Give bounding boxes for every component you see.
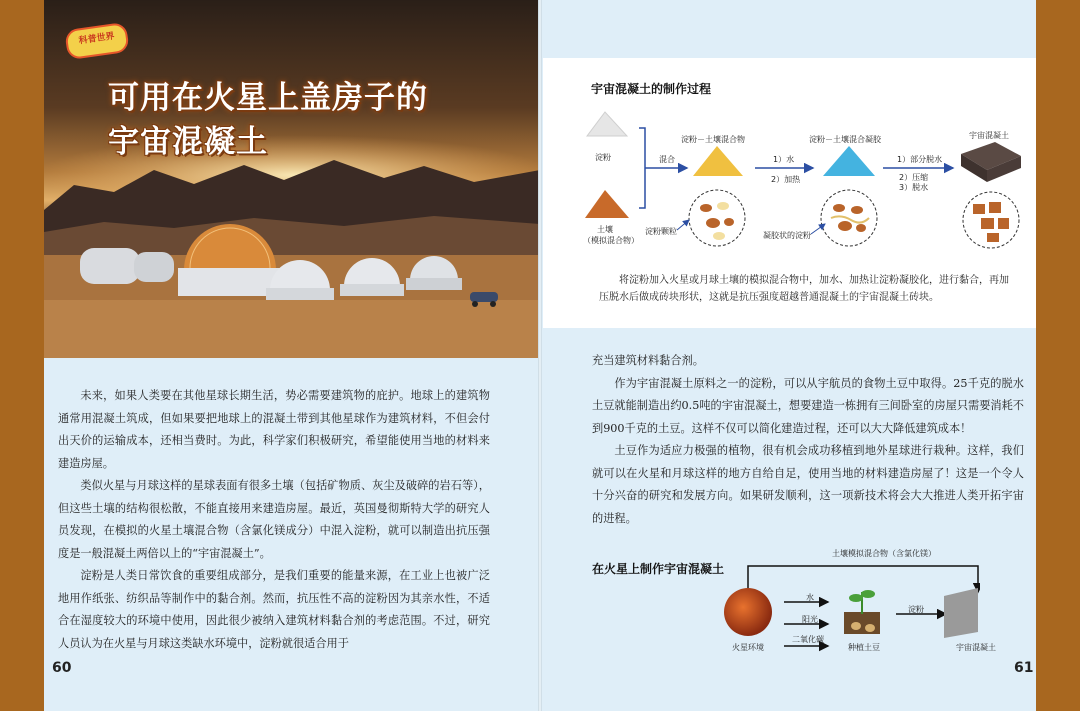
hero-image [44, 0, 540, 358]
label-soil-sim: （模拟混合物） [583, 236, 639, 245]
page-number-right: 61 [1014, 660, 1034, 676]
paragraph: 未来，如果人类要在其他星球长期生活，势必需要建筑物的庇护。地球上的建筑物通常用混凝土筑成，但如果要把地球上的混凝土带到其他星球作为建筑材料，不但会付出天价的运输成本，还相当费时。为此，科学家们积极研究，希望能使用当地的材料来建造房屋。 [58, 389, 490, 470]
label-step-water: 1）水 [773, 155, 795, 164]
book-edge-left [0, 0, 44, 711]
label-soil: 土壤 [597, 225, 613, 234]
mars-base-illustration [44, 0, 540, 358]
pointer-starch-granule [677, 220, 689, 230]
paragraph: 充当建筑材料黏合剂。 [592, 354, 704, 367]
article-title-line2: 宇宙混凝土 [108, 124, 268, 160]
mars-planet [724, 588, 772, 636]
foreground-sand [44, 300, 540, 358]
label-mars-env: 火星环境 [732, 643, 764, 652]
paragraph: 类似火星与月球这样的星球表面有很多土壤（包括矿物质、灰尘及破碎的岩石等），但这些土壤的结构很松散，不能直接用来建造房屋。最近，英国曼彻斯特大学的研究人员发现，在模拟的火星土壤混合物（含氯化镁成分）中混入淀粉，就可以制造出抗压强度是一般混凝土两倍以上的“宇宙混凝土”。 [58, 479, 490, 560]
process-title: 宇宙混凝土的制作过程 [591, 82, 712, 96]
soil-bed [844, 612, 880, 634]
label-grow-potato: 种植土豆 [848, 643, 880, 652]
right-body-text [592, 350, 1024, 530]
potato-tuber [851, 622, 861, 630]
potato-leaf [849, 594, 863, 602]
label-starch2: 淀粉 [908, 605, 924, 614]
section2-title: 在火星上制作宇宙混凝土 [592, 562, 725, 576]
concrete-block [944, 588, 978, 638]
potato-tuber [865, 624, 875, 632]
process-caption: 将淀粉加入火星或月球土壤的模拟混合物中，加水、加热让淀粉凝胶化，进行黏合，再加压脱水后做成砖块形状，这就是抗压强度超越普通混凝土的宇宙混凝土砖块。 [599, 275, 1009, 303]
left-body-text [58, 385, 490, 655]
label-starch: 淀粉 [595, 153, 611, 162]
label-sunlight: 阳光 [802, 615, 818, 624]
label-soil-mixture: 土壤模拟混合物（含氯化镁） [832, 549, 936, 558]
paragraph: 作为宇宙混凝土原料之一的淀粉，可以从宇航员的食物土豆中取得。25千克的脱水土豆就能制造出约0.5吨的宇宙混凝土，想要建造一栋拥有三间卧室的房屋只需要消耗不到900千克的土豆。这样不仅可以简化建造过程，还可以大大降低建筑成本！ [592, 376, 1024, 435]
label-gel-starch: 凝胶状的淀粉 [763, 231, 811, 240]
label-concrete: 宇宙混凝土 [956, 643, 996, 652]
starch-pile [587, 112, 627, 136]
soil-pile [585, 190, 629, 218]
label-water: 水 [806, 593, 814, 602]
label-step-heat: 2）加热 [771, 175, 801, 184]
label-starch-granule: 淀粉颗粒 [645, 227, 677, 236]
mix-bracket [639, 128, 645, 208]
process-diagram-box [543, 58, 1036, 328]
label-mix: 混合 [659, 155, 675, 164]
page-number-left: 60 [52, 660, 72, 676]
potato-leaf [861, 590, 875, 598]
paragraph: 淀粉是人类日常饮食的重要组成部分，是我们重要的能量来源，在工业上也被广泛地用作纸张、纺织品等制作中的黏合剂。然而，抗压性不高的淀粉因为其亲水性，不适合在湿度较大的环境中使用，因此很少被纳入建筑材料黏合剂的考虑范围。不过，研究人员认为在火星与月球这类缺水环境中，淀粉就很适合用于 [58, 569, 490, 650]
paragraph: 土豆作为适应力极强的植物，很有机会成功移植到地外星球进行栽种。这样，我们就可以在火星和月球这样的地方自给自足，使用当地的材料建造房屋了！这是一个令人十分兴奋的研究和发展方向。如果研发顺利，这一项新技术将会大大推进人类开拓宇宙的进程。 [592, 444, 1024, 525]
top-arrow [748, 566, 978, 592]
article-title-line1: 可用在火星上盖房子的 [108, 80, 428, 116]
mixture-pile [693, 146, 743, 176]
logo-text: 科普世界 [78, 31, 116, 47]
label-step-press: 2）压缩 [899, 173, 929, 182]
label-step-dehydrate: 1）部分脱水 [897, 155, 943, 164]
gel-pile [823, 146, 875, 176]
book-edge-right [1036, 0, 1080, 711]
label-mixture: 淀粉－土壤混合物 [681, 135, 745, 144]
label-product: 宇宙混凝土 [969, 131, 1009, 140]
label-step-dry: 3）脱水 [899, 183, 929, 192]
label-gel: 淀粉－土壤混合凝胶 [809, 135, 881, 144]
label-co2: 二氧化碳 [792, 635, 824, 644]
